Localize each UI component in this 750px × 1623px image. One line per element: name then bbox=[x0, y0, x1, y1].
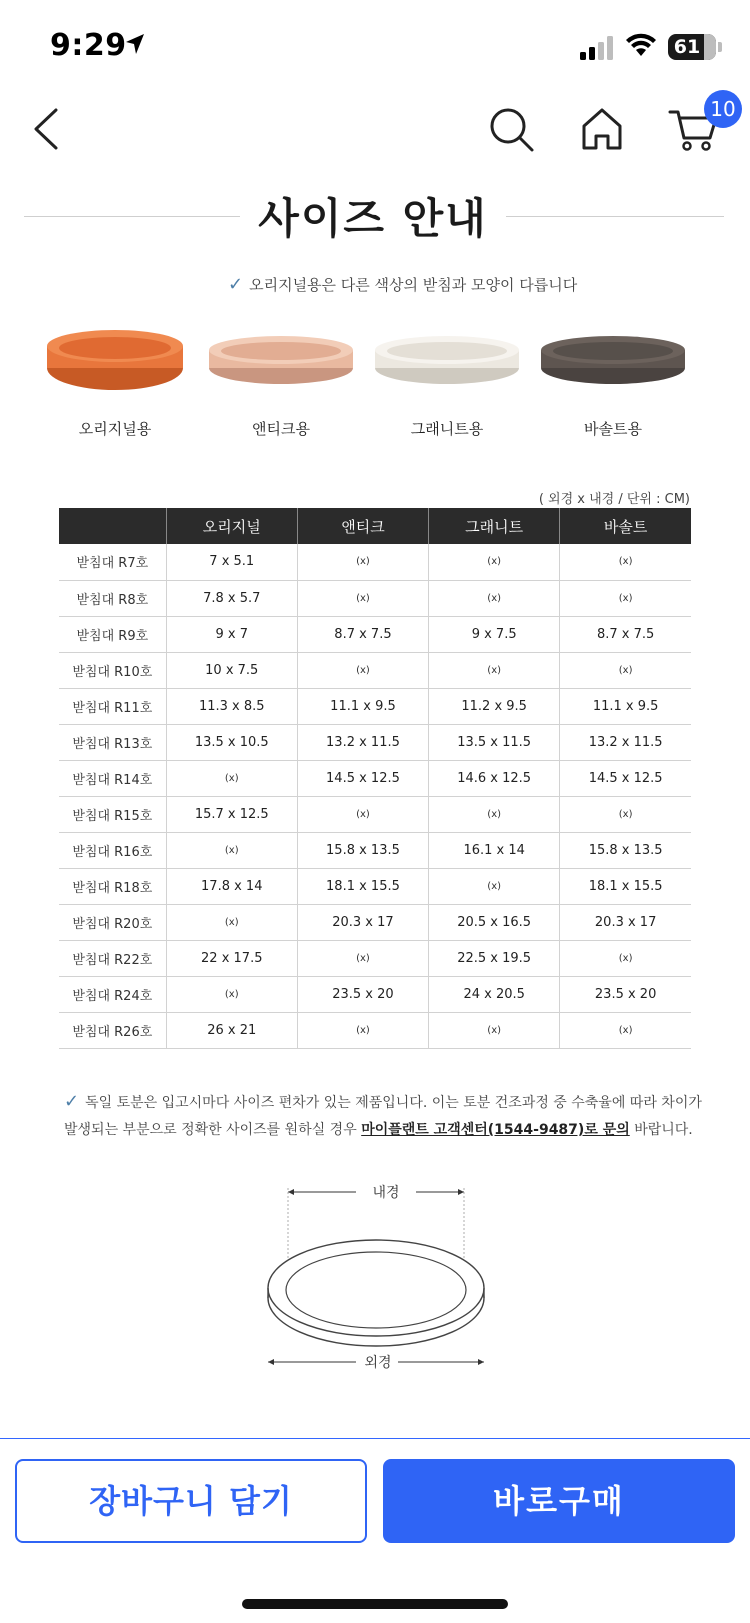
table-row bbox=[59, 868, 691, 904]
size-cell: 9 x 7.5 bbox=[429, 616, 560, 652]
home-indicator[interactable] bbox=[242, 1599, 508, 1609]
row-label: 받침대 R24호 bbox=[59, 976, 166, 1012]
table-row bbox=[59, 904, 691, 940]
size-cell: (x) bbox=[429, 580, 560, 616]
size-cell: (x) bbox=[166, 760, 297, 796]
row-label: 받침대 R9호 bbox=[59, 616, 166, 652]
table-row bbox=[59, 796, 691, 832]
size-cell: (x) bbox=[429, 796, 560, 832]
saucer-dimension-diagram bbox=[266, 1180, 506, 1370]
row-label: 받침대 R18호 bbox=[59, 868, 166, 904]
size-guide-title-row bbox=[0, 180, 750, 243]
size-cell: (x) bbox=[166, 976, 297, 1012]
size-cell: 18.1 x 15.5 bbox=[560, 868, 691, 904]
title-divider-right bbox=[506, 216, 724, 217]
table-row bbox=[59, 688, 691, 724]
size-cell: (x) bbox=[429, 544, 560, 580]
row-label: 받침대 R15호 bbox=[59, 796, 166, 832]
header-original: 오리지널 bbox=[166, 508, 297, 544]
saucer-antique-label: 앤티크용 bbox=[252, 420, 310, 438]
size-variance-note bbox=[64, 1088, 704, 1144]
size-cell: 17.8 x 14 bbox=[166, 868, 297, 904]
wifi-icon bbox=[624, 32, 658, 58]
table-row bbox=[59, 652, 691, 688]
saucer-granite bbox=[372, 320, 522, 460]
customer-center-link[interactable]: 마이플랜트 고객센터(1544-9487)로 문의 bbox=[361, 1122, 630, 1138]
size-guide-title: 사이즈 안내 bbox=[258, 194, 488, 243]
unit-note: ( 외경 x 내경 / 단위 : CM) bbox=[538, 492, 690, 507]
saucer-granite-image bbox=[372, 320, 522, 400]
table-row bbox=[59, 724, 691, 760]
size-cell: (x) bbox=[297, 796, 428, 832]
size-cell: 13.5 x 11.5 bbox=[429, 724, 560, 760]
row-label: 받침대 R7호 bbox=[59, 544, 166, 580]
size-table-body bbox=[59, 544, 691, 1048]
size-cell: (x) bbox=[560, 1012, 691, 1048]
row-label: 받침대 R26호 bbox=[59, 1012, 166, 1048]
row-label: 받침대 R13호 bbox=[59, 724, 166, 760]
inner-diameter-label: 내경 bbox=[372, 1185, 400, 1201]
size-cell: (x) bbox=[166, 904, 297, 940]
table-row bbox=[59, 760, 691, 796]
row-label: 받침대 R22호 bbox=[59, 940, 166, 976]
saucer-notice bbox=[228, 274, 577, 295]
table-row bbox=[59, 832, 691, 868]
header-basalt: 바솔트 bbox=[560, 508, 691, 544]
size-cell: 7.8 x 5.7 bbox=[166, 580, 297, 616]
size-cell: 7 x 5.1 bbox=[166, 544, 297, 580]
size-cell: 22.5 x 19.5 bbox=[429, 940, 560, 976]
header-granite: 그래니트 bbox=[429, 508, 560, 544]
size-cell: 20.3 x 17 bbox=[297, 904, 428, 940]
check-icon: ✓ bbox=[228, 274, 244, 295]
size-cell: 8.7 x 7.5 bbox=[560, 616, 691, 652]
check-icon: ✓ bbox=[64, 1091, 80, 1112]
size-cell: (x) bbox=[429, 868, 560, 904]
buy-now-button[interactable]: 바로구매 bbox=[383, 1459, 735, 1543]
saucer-types bbox=[40, 320, 710, 460]
battery-icon bbox=[668, 34, 716, 60]
saucer-antique bbox=[206, 320, 356, 460]
size-cell: 11.2 x 9.5 bbox=[429, 688, 560, 724]
outer-diameter-label: 외경 bbox=[364, 1355, 392, 1370]
size-cell: (x) bbox=[297, 652, 428, 688]
size-cell: 14.5 x 12.5 bbox=[560, 760, 691, 796]
size-cell: 22 x 17.5 bbox=[166, 940, 297, 976]
size-cell: 14.5 x 12.5 bbox=[297, 760, 428, 796]
size-cell: (x) bbox=[560, 580, 691, 616]
size-cell: (x) bbox=[297, 940, 428, 976]
saucer-original-label: 오리지널용 bbox=[78, 420, 152, 438]
size-cell: 13.2 x 11.5 bbox=[560, 724, 691, 760]
size-cell: 24 x 20.5 bbox=[429, 976, 560, 1012]
size-cell: 26 x 21 bbox=[166, 1012, 297, 1048]
saucer-basalt-image bbox=[538, 320, 688, 400]
size-cell: (x) bbox=[297, 544, 428, 580]
saucer-notice-text: 오리지널용은 다른 색상의 받침과 모양이 다릅니다 bbox=[249, 276, 578, 294]
size-cell: (x) bbox=[297, 1012, 428, 1048]
saucer-basalt bbox=[538, 320, 688, 460]
size-table bbox=[59, 508, 691, 1049]
cart-count-badge: 10 bbox=[704, 90, 742, 128]
note-text-end: 바랍니다. bbox=[629, 1122, 693, 1138]
table-row bbox=[59, 580, 691, 616]
size-cell: 8.7 x 7.5 bbox=[297, 616, 428, 652]
saucer-granite-label: 그래니트용 bbox=[410, 420, 484, 438]
saucer-antique-image bbox=[206, 320, 356, 400]
add-to-cart-button[interactable]: 장바구니 담기 bbox=[15, 1459, 367, 1543]
product-detail-content bbox=[0, 170, 750, 1438]
size-cell: (x) bbox=[429, 652, 560, 688]
size-cell: 15.8 x 13.5 bbox=[560, 832, 691, 868]
size-cell: (x) bbox=[560, 544, 691, 580]
bottom-action-bar bbox=[0, 1438, 750, 1623]
saucer-basalt-label: 바솔트용 bbox=[584, 420, 642, 438]
table-row bbox=[59, 976, 691, 1012]
size-cell: 11.3 x 8.5 bbox=[166, 688, 297, 724]
size-cell: 15.7 x 12.5 bbox=[166, 796, 297, 832]
size-cell: (x) bbox=[429, 1012, 560, 1048]
size-cell: 16.1 x 14 bbox=[429, 832, 560, 868]
header-antique: 앤티크 bbox=[297, 508, 428, 544]
home-icon[interactable] bbox=[578, 104, 626, 154]
size-cell: 18.1 x 15.5 bbox=[297, 868, 428, 904]
table-row bbox=[59, 940, 691, 976]
location-arrow-icon bbox=[124, 32, 146, 56]
row-label: 받침대 R20호 bbox=[59, 904, 166, 940]
size-cell: 23.5 x 20 bbox=[297, 976, 428, 1012]
saucer-original bbox=[40, 320, 190, 460]
row-label: 받침대 R16호 bbox=[59, 832, 166, 868]
size-cell: 13.5 x 10.5 bbox=[166, 724, 297, 760]
size-cell: (x) bbox=[166, 832, 297, 868]
table-row bbox=[59, 616, 691, 652]
size-cell: 11.1 x 9.5 bbox=[297, 688, 428, 724]
size-cell: (x) bbox=[560, 652, 691, 688]
size-cell: 14.6 x 12.5 bbox=[429, 760, 560, 796]
battery-level: 61 bbox=[673, 36, 701, 58]
size-cell: 13.2 x 11.5 bbox=[297, 724, 428, 760]
size-cell: (x) bbox=[560, 796, 691, 832]
status-time: 9:29 bbox=[50, 28, 127, 63]
size-cell: 23.5 x 20 bbox=[560, 976, 691, 1012]
nav-bar bbox=[0, 90, 750, 170]
size-cell: (x) bbox=[560, 940, 691, 976]
header-empty bbox=[59, 508, 166, 544]
size-cell: 15.8 x 13.5 bbox=[297, 832, 428, 868]
size-cell: (x) bbox=[297, 580, 428, 616]
status-bar bbox=[0, 0, 750, 90]
cellular-signal-icon bbox=[580, 36, 616, 60]
battery-cap bbox=[718, 42, 722, 52]
size-cell: 11.1 x 9.5 bbox=[560, 688, 691, 724]
note-text: 독일 토분은 입고시마다 사이즈 편차가 있는 제품입니다. 이는 토분 건조과정 중 수축율에 따라 차이가 발생되는 부분으로 정확한 사이즈를 원하실 경우 bbox=[64, 1095, 702, 1138]
title-divider-left bbox=[24, 216, 240, 217]
size-table-header bbox=[59, 508, 691, 544]
back-chevron-icon[interactable] bbox=[28, 104, 68, 154]
saucer-original-image bbox=[40, 320, 190, 400]
search-icon[interactable] bbox=[488, 104, 536, 154]
row-label: 받침대 R11호 bbox=[59, 688, 166, 724]
row-label: 받침대 R10호 bbox=[59, 652, 166, 688]
row-label: 받침대 R8호 bbox=[59, 580, 166, 616]
size-cell: 20.3 x 17 bbox=[560, 904, 691, 940]
size-cell: 20.5 x 16.5 bbox=[429, 904, 560, 940]
table-row bbox=[59, 1012, 691, 1048]
table-row bbox=[59, 544, 691, 580]
size-cell: 9 x 7 bbox=[166, 616, 297, 652]
size-cell: 10 x 7.5 bbox=[166, 652, 297, 688]
row-label: 받침대 R14호 bbox=[59, 760, 166, 796]
